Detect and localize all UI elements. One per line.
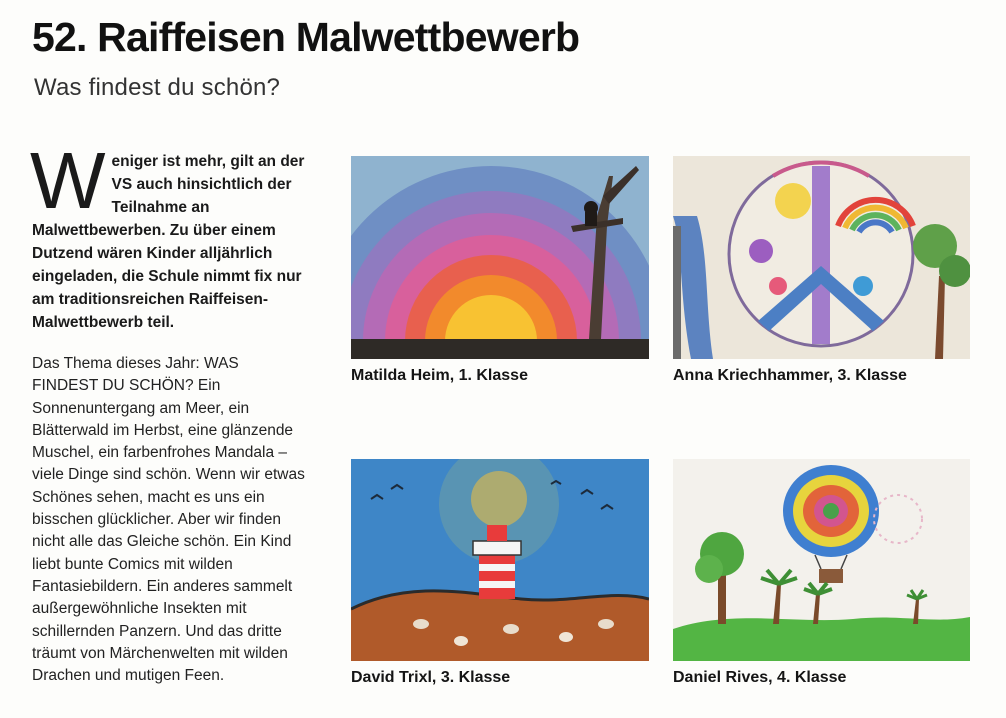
caption-2: Anna Kriechhammer, 3. Klasse — [673, 367, 907, 384]
sunset-drawing — [351, 156, 649, 359]
page-title: 52. Raiffeisen Malwettbewerb — [32, 14, 580, 60]
hot-air-balloon-drawing — [673, 459, 970, 661]
caption-1: Matilda Heim, 1. Klasse — [351, 367, 528, 384]
dropcap: W — [30, 136, 106, 225]
article-body — [32, 353, 308, 687]
caption-3: David Trixl, 3. Klasse — [351, 669, 511, 686]
article-intro — [30, 136, 308, 334]
peace-mandala-drawing — [673, 156, 970, 359]
lighthouse-drawing — [351, 459, 649, 661]
page-subtitle: Was findest du schön? — [34, 74, 281, 101]
intro-text: eniger ist mehr, gilt an der VS auch hinsichtlich der Teilnahme an Malwettbewerben. Zu über einem Dutzend wären Kinder alljährlich eingeladen, die Schule nimmt fix nur am traditionsreichen Raiffeisen-Malwettbewerb teil. — [32, 153, 305, 331]
body-text: Das Thema dieses Jahr: WAS FINDEST DU SCHÖN? Ein Sonnenuntergang am Meer, ein Blätterwald im Herbst, eine glänzende Muschel, ein farbenfrohes Mandala – viele Dinge sind schön. Wenn wir etwas Schönes sehen, macht es uns ein bisschen glücklicher. Aber wir finden nicht alle das Gleiche schön. Ein Kind liebt bunte Comics mit wilden Fantasiebildern. Ein anderes sammelt außergewöhnliche Insekten mit schillernden Panzern. Und das dritte träumt von Märchenwelten mit wilden Drachen und mutigen Feen. — [32, 355, 305, 685]
caption-4: Daniel Rives, 4. Klasse — [673, 669, 847, 686]
